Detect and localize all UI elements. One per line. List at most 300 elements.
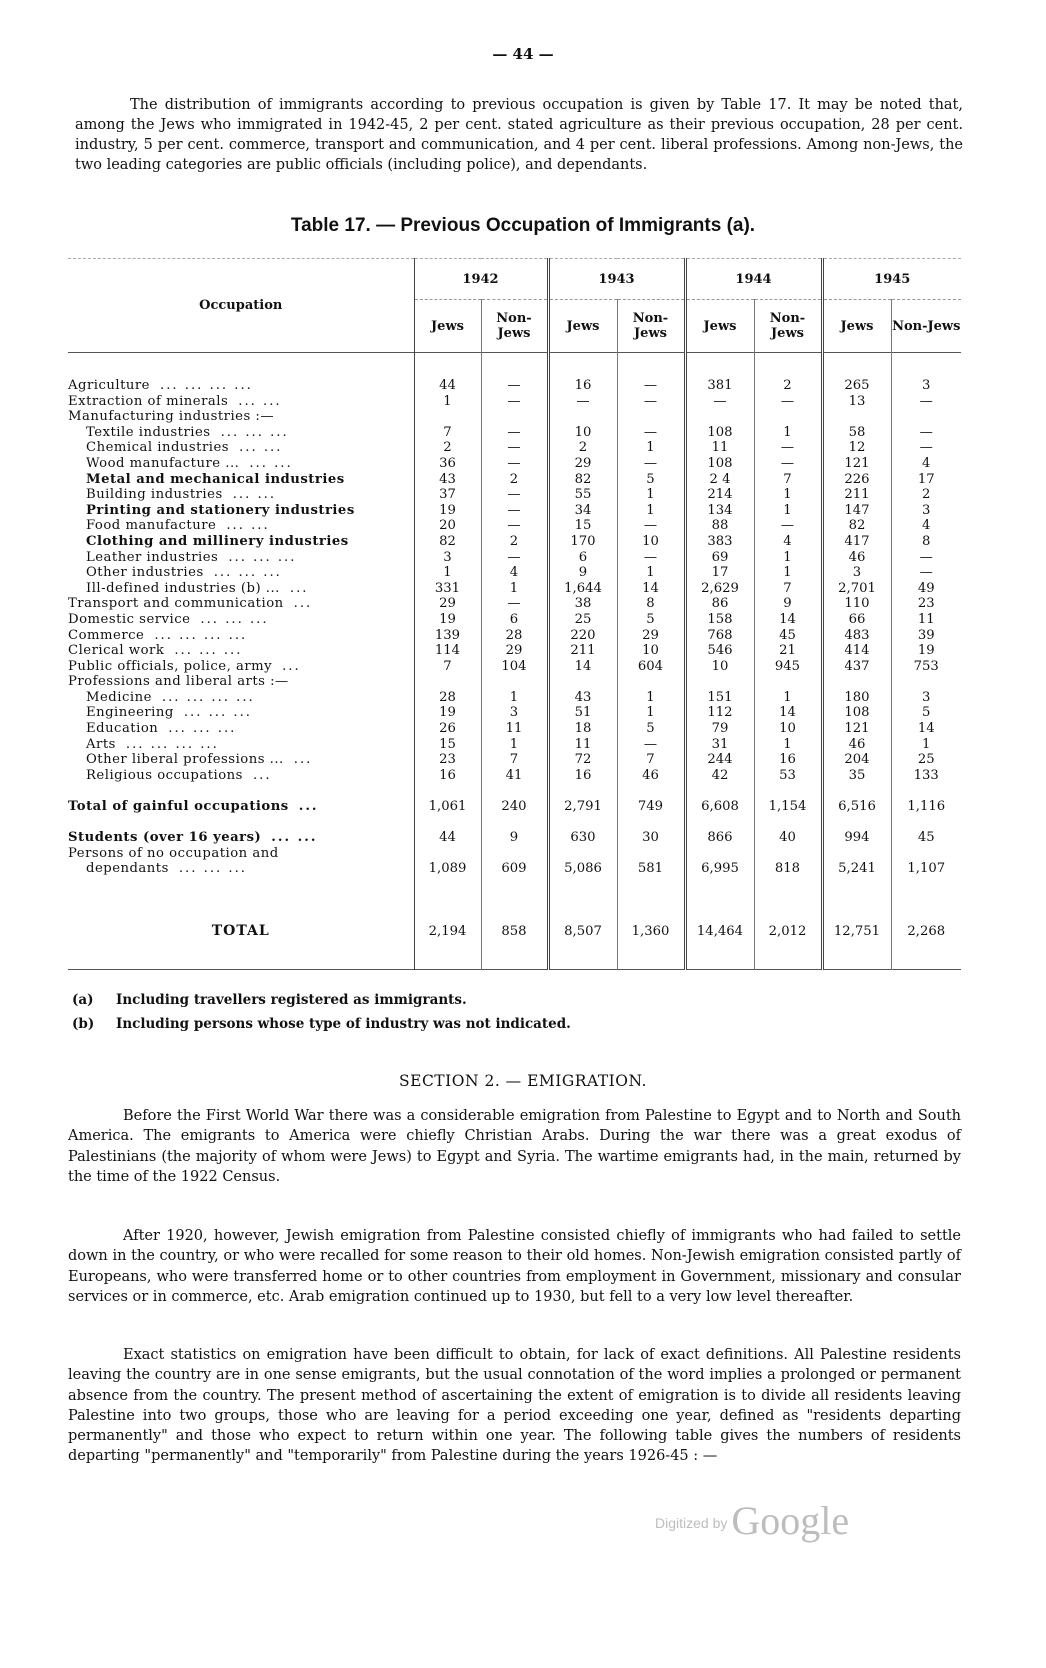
jews-cell: 23 <box>414 752 481 768</box>
nonjews-cell: 5 <box>617 721 685 737</box>
nonjews-cell <box>891 409 961 425</box>
jews-cell: 2,701 <box>822 581 891 597</box>
jews-cell: 6,995 <box>685 861 754 877</box>
jews-cell: — <box>548 394 617 410</box>
nonjews-cell: 749 <box>617 799 685 815</box>
row-label: Textile industries ... ... ... <box>86 424 289 440</box>
jews-cell: 204 <box>822 752 891 768</box>
table-row <box>68 643 961 659</box>
google-watermark <box>655 1497 849 1544</box>
jews-cell: 2,629 <box>685 581 754 597</box>
nonjews-cell: 2 <box>481 472 548 488</box>
jews-cell: 381 <box>685 378 754 394</box>
row-label: Ill-defined industries (b) ... ... <box>86 580 309 596</box>
jews-cell: 108 <box>685 425 754 441</box>
table-title: Table 17. — Previous Occupation of Immigrants (a). <box>290 215 756 236</box>
nonjews-cell: 40 <box>754 830 822 846</box>
jews-cell: 14,464 <box>685 917 754 947</box>
jews-cell: 19 <box>414 705 481 721</box>
jews-cell: 180 <box>822 690 891 706</box>
nonjews-cell <box>617 674 685 690</box>
table-row <box>68 768 961 784</box>
row-label: Food manufacture ... ... <box>86 518 270 534</box>
jews-cell: 35 <box>822 768 891 784</box>
nonjews-cell: 3 <box>891 690 961 706</box>
row-label: Arts ... ... ... ... <box>86 736 219 752</box>
nonjews-cell: 609 <box>481 861 548 877</box>
nonjews-cell <box>617 409 685 425</box>
table-row <box>68 674 961 690</box>
jews-cell: 28 <box>414 690 481 706</box>
year-header: 1945 <box>822 259 961 300</box>
nonjews-cell: 28 <box>481 628 548 644</box>
jews-cell: 66 <box>822 612 891 628</box>
nonjews-cell: 8 <box>891 534 961 550</box>
table-row <box>68 394 961 410</box>
nonjews-cell: 10 <box>617 643 685 659</box>
nonjews-cell: 1 <box>754 487 822 503</box>
nonjews-cell: 1 <box>891 737 961 753</box>
jews-cell: 220 <box>548 628 617 644</box>
jews-cell: 226 <box>822 472 891 488</box>
jews-cell: 121 <box>822 456 891 472</box>
nonjews-cell: 2 <box>481 534 548 550</box>
nonjews-cell: 9 <box>754 596 822 612</box>
nonjews-cell: — <box>891 425 961 441</box>
jews-header: Jews <box>822 300 891 353</box>
jews-cell: 1 <box>414 394 481 410</box>
nonjews-cell <box>891 674 961 690</box>
nonjews-cell: 39 <box>891 628 961 644</box>
row-label: Other liberal professions ... ... <box>86 752 313 768</box>
nonjews-cell: 945 <box>754 659 822 675</box>
intro-paragraph: The distribution of immigrants according to previous occupation is given by Table 17. It may be noted that, among the Jews who immigrated in 1942-45, 2 per cent. stated agriculture as their previous occupation, 28 per cent. industry, 5 per cent. commerce, transport and communication, and 4 per cent. liberal professions. Among non-Jews, the two leading categories are public officials (including police), and dependants. <box>75 97 963 173</box>
row-label: TOTAL <box>211 923 270 940</box>
nonjews-cell: — <box>617 394 685 410</box>
nonjews-cell: 1 <box>617 565 685 581</box>
table-row <box>68 503 961 519</box>
jews-cell: 437 <box>822 659 891 675</box>
jews-cell: 16 <box>548 768 617 784</box>
jews-cell: 211 <box>548 643 617 659</box>
nonjews-header: Non-Jews <box>891 300 961 353</box>
jews-cell: 1,061 <box>414 799 481 815</box>
nonjews-header: Non-Jews <box>617 300 685 353</box>
nonjews-cell: — <box>617 378 685 394</box>
nonjews-cell: 818 <box>754 861 822 877</box>
jews-cell: 108 <box>822 705 891 721</box>
row-label: Clerical work ... ... ... <box>68 643 243 659</box>
table-row <box>68 581 961 597</box>
jews-cell: 44 <box>414 378 481 394</box>
nonjews-cell: 11 <box>891 612 961 628</box>
jews-cell: 121 <box>822 721 891 737</box>
nonjews-cell: 25 <box>891 752 961 768</box>
row-label: Extraction of minerals ... ... <box>68 393 282 409</box>
jews-cell: 38 <box>548 596 617 612</box>
jews-cell: 211 <box>822 487 891 503</box>
row-label: Transport and communication ... <box>68 596 313 612</box>
table-row <box>68 659 961 675</box>
nonjews-cell: 1 <box>481 690 548 706</box>
jews-cell: 82 <box>548 472 617 488</box>
jews-cell: 2 <box>414 440 481 456</box>
row-label: dependants ... ... ... <box>86 861 247 877</box>
paragraph: Exact statistics on emigration have been difficult to obtain, for lack of exact definitions. All Palestine residents leaving the country are in one sense emigrants, but the usual connotation of the word implies a prolonged or permanent absence from the country. The present method of ascertaining the extent of emigration is to divide all residents leaving Palestine into two groups, those who are leaving for a period exceeding one year, defined as "residents departing permanently" and those who expect to return within one year. The following table gives the numbers of residents departing "permanently" and "temporarily" from Palestine during the years 1926-45 : — <box>68 1347 961 1465</box>
jews-cell <box>822 674 891 690</box>
row-label: Students (over 16 years) ... ... <box>68 830 318 846</box>
jews-cell: 214 <box>685 487 754 503</box>
row-label: Other industries ... ... ... <box>86 565 282 581</box>
jews-header: Jews <box>685 300 754 353</box>
nonjews-cell: — <box>481 456 548 472</box>
table-row <box>68 752 961 768</box>
jews-cell: 26 <box>414 721 481 737</box>
jews-cell: 546 <box>685 643 754 659</box>
jews-cell: 16 <box>414 768 481 784</box>
nonjews-cell: 53 <box>754 768 822 784</box>
nonjews-cell: — <box>891 550 961 566</box>
jews-cell: 19 <box>414 612 481 628</box>
jews-cell: 16 <box>548 378 617 394</box>
nonjews-cell: — <box>617 550 685 566</box>
jews-cell: 11 <box>548 737 617 753</box>
table-row <box>68 721 961 737</box>
nonjews-cell: 1,107 <box>891 861 961 877</box>
jews-cell: 114 <box>414 643 481 659</box>
table-row <box>68 550 961 566</box>
jews-cell: 483 <box>822 628 891 644</box>
jews-cell: 6 <box>548 550 617 566</box>
jews-cell: 58 <box>822 425 891 441</box>
row-label: Public officials, police, army ... <box>68 658 301 674</box>
nonjews-cell: 14 <box>891 721 961 737</box>
nonjews-cell: 1 <box>754 737 822 753</box>
nonjews-cell: — <box>891 565 961 581</box>
jews-cell: 69 <box>685 550 754 566</box>
nonjews-cell: 8 <box>617 596 685 612</box>
row-label: Engineering ... ... ... <box>86 705 252 721</box>
jews-cell: 2 <box>548 440 617 456</box>
jews-cell: 46 <box>822 737 891 753</box>
occupation-table <box>68 258 961 970</box>
jews-cell: 29 <box>414 596 481 612</box>
jews-cell: 10 <box>685 659 754 675</box>
row-label: Chemical industries ... ... <box>86 440 283 456</box>
nonjews-cell: 1 <box>754 690 822 706</box>
nonjews-cell: — <box>481 518 548 534</box>
nonjews-cell: 3 <box>891 378 961 394</box>
table-row <box>68 596 961 612</box>
nonjews-cell: 7 <box>481 752 548 768</box>
row-label: Manufacturing industries :— <box>68 409 275 425</box>
nonjews-cell: 1 <box>617 690 685 706</box>
nonjews-cell: 30 <box>617 830 685 846</box>
jews-cell: 37 <box>414 487 481 503</box>
nonjews-cell: 11 <box>481 721 548 737</box>
table-row <box>68 612 961 628</box>
jews-cell: 25 <box>548 612 617 628</box>
jews-cell: 2,194 <box>414 917 481 947</box>
jews-cell: 18 <box>548 721 617 737</box>
row-label: Professions and liberal arts :— <box>68 674 289 690</box>
watermark-small-text: Digitized by <box>655 1515 728 1531</box>
nonjews-cell: 4 <box>754 534 822 550</box>
nonjews-cell: 14 <box>754 705 822 721</box>
jews-cell: 14 <box>548 659 617 675</box>
nonjews-cell: 3 <box>481 705 548 721</box>
year-header: 1942 <box>414 259 548 300</box>
nonjews-cell: — <box>754 518 822 534</box>
nonjews-cell <box>754 409 822 425</box>
nonjews-cell: 1,360 <box>617 917 685 947</box>
nonjews-cell: 49 <box>891 581 961 597</box>
jews-cell: 10 <box>548 425 617 441</box>
nonjews-cell: 23 <box>891 596 961 612</box>
nonjews-cell: 1 <box>754 565 822 581</box>
row-label: Religious occupations ... <box>86 767 272 783</box>
nonjews-cell: 14 <box>754 612 822 628</box>
nonjews-cell: 1 <box>617 440 685 456</box>
row-label: Agriculture ... ... ... ... <box>68 378 253 393</box>
year-header: 1943 <box>548 259 685 300</box>
footnote: (a) Including travellers registered as immigrants. <box>72 992 467 1008</box>
jews-cell: 383 <box>685 534 754 550</box>
jews-cell: 110 <box>822 596 891 612</box>
jews-cell: 8,507 <box>548 917 617 947</box>
row-label: Leather industries ... ... ... <box>86 549 297 565</box>
nonjews-cell: 1 <box>754 503 822 519</box>
jews-cell <box>685 409 754 425</box>
row-label: Printing and stationery industries <box>86 502 355 518</box>
nonjews-cell: 4 <box>481 565 548 581</box>
nonjews-cell: 29 <box>617 628 685 644</box>
jews-cell: 7 <box>414 659 481 675</box>
nonjews-cell: 29 <box>481 643 548 659</box>
nonjews-cell <box>481 674 548 690</box>
jews-header: Jews <box>414 300 481 353</box>
nonjews-cell <box>891 846 961 862</box>
nonjews-cell: — <box>891 440 961 456</box>
nonjews-cell: 19 <box>891 643 961 659</box>
nonjews-cell: 4 <box>891 456 961 472</box>
nonjews-cell: — <box>481 425 548 441</box>
jews-cell: 630 <box>548 830 617 846</box>
jews-cell: 6,516 <box>822 799 891 815</box>
table-row <box>68 409 961 425</box>
jews-cell: 3 <box>822 565 891 581</box>
table-row <box>68 472 961 488</box>
jews-cell: 3 <box>414 550 481 566</box>
jews-cell: 36 <box>414 456 481 472</box>
nonjews-cell: — <box>481 487 548 503</box>
nonjews-cell: 41 <box>481 768 548 784</box>
nonjews-cell: 2 <box>891 487 961 503</box>
jews-cell <box>822 846 891 862</box>
nonjews-cell: 6 <box>481 612 548 628</box>
nonjews-cell: 14 <box>617 581 685 597</box>
jews-cell: 244 <box>685 752 754 768</box>
nonjews-cell: 21 <box>754 643 822 659</box>
google-logo: Google <box>731 1498 850 1543</box>
table-row <box>68 690 961 706</box>
nonjews-cell: 46 <box>617 768 685 784</box>
jews-cell <box>685 846 754 862</box>
jews-cell: 265 <box>822 378 891 394</box>
jews-cell: 331 <box>414 581 481 597</box>
nonjews-cell: — <box>617 518 685 534</box>
table-row <box>68 378 961 394</box>
row-label: Domestic service ... ... ... <box>68 611 269 627</box>
row-label: Clothing and millinery industries <box>86 533 349 549</box>
jews-cell <box>414 409 481 425</box>
nonjews-cell: 2,268 <box>891 917 961 947</box>
jews-cell <box>548 409 617 425</box>
jews-cell: 11 <box>685 440 754 456</box>
nonjews-cell: — <box>891 394 961 410</box>
jews-cell: 5,086 <box>548 861 617 877</box>
nonjews-cell: 9 <box>481 830 548 846</box>
jews-cell: 55 <box>548 487 617 503</box>
jews-cell: 44 <box>414 830 481 846</box>
nonjews-cell: 753 <box>891 659 961 675</box>
nonjews-cell: 7 <box>754 581 822 597</box>
jews-cell: 12 <box>822 440 891 456</box>
nonjews-cell <box>481 409 548 425</box>
nonjews-header: Non-Jews <box>481 300 548 353</box>
students-row <box>68 830 961 846</box>
jews-cell: 82 <box>414 534 481 550</box>
jews-cell: 82 <box>822 518 891 534</box>
jews-cell: 866 <box>685 830 754 846</box>
jews-cell: 170 <box>548 534 617 550</box>
jews-cell: 88 <box>685 518 754 534</box>
jews-cell: 15 <box>548 518 617 534</box>
nonjews-cell: 4 <box>891 518 961 534</box>
table-row <box>68 440 961 456</box>
jews-cell <box>548 674 617 690</box>
row-label: Building industries ... ... <box>86 487 277 503</box>
table-row <box>68 737 961 753</box>
jews-cell: 1 <box>414 565 481 581</box>
jews-cell <box>822 409 891 425</box>
table-row <box>68 705 961 721</box>
total-row <box>68 917 961 947</box>
nonjews-cell <box>617 846 685 862</box>
nonjews-cell: 104 <box>481 659 548 675</box>
jews-cell: 42 <box>685 768 754 784</box>
nonjews-cell: 1 <box>617 487 685 503</box>
jews-cell: 2 4 <box>685 472 754 488</box>
nonjews-cell: 17 <box>891 472 961 488</box>
table-row <box>68 534 961 550</box>
nonjews-cell: — <box>481 440 548 456</box>
nonjews-cell: 604 <box>617 659 685 675</box>
nonjews-cell: 45 <box>891 830 961 846</box>
jews-cell: 1,089 <box>414 861 481 877</box>
jews-cell: 134 <box>685 503 754 519</box>
total-gainful-row <box>68 799 961 815</box>
jews-cell: 158 <box>685 612 754 628</box>
nonjews-cell: 858 <box>481 917 548 947</box>
row-label: Medicine ... ... ... ... <box>86 689 255 705</box>
jews-cell: 51 <box>548 705 617 721</box>
jews-cell: 15 <box>414 737 481 753</box>
jews-cell: 17 <box>685 565 754 581</box>
paragraph: Before the First World War there was a considerable emigration from Palestine to Egypt and to North and South America. The emigrants to America were chiefly Christian Arabs. During the war there was a great exodus of Palestinians (the majority of whom were Jews) to Egypt and Syria. The wartime emigrants had, in the main, returned by the time of the 1922 Census. <box>68 1108 961 1185</box>
jews-cell: 20 <box>414 518 481 534</box>
jews-cell: 34 <box>548 503 617 519</box>
nonjews-cell: 5 <box>891 705 961 721</box>
year-header: 1944 <box>685 259 822 300</box>
jews-cell <box>548 846 617 862</box>
jews-cell <box>685 674 754 690</box>
dependants-row <box>68 846 961 862</box>
table-row <box>68 565 961 581</box>
jews-cell: 108 <box>685 456 754 472</box>
table-body <box>68 353 961 970</box>
nonjews-cell: 240 <box>481 799 548 815</box>
nonjews-cell <box>481 846 548 862</box>
table-row <box>68 456 961 472</box>
nonjews-cell: — <box>617 456 685 472</box>
nonjews-cell: 581 <box>617 861 685 877</box>
paragraph: After 1920, however, Jewish emigration from Palestine consisted chiefly of immigrants who had failed to settle down in the country, or who were recalled for some reason to their old homes. Non-Jewish emigration consisted partly of Europeans, who were transferred home or to other countries from employment in Government, missionary and consular services or in commerce, etc. Arab emigration continued up to 1930, but fell to a very low level thereafter. <box>68 1228 961 1305</box>
jews-cell: 19 <box>414 503 481 519</box>
jews-cell: 31 <box>685 737 754 753</box>
row-label: Commerce ... ... ... ... <box>68 627 248 643</box>
nonjews-cell: 1 <box>481 737 548 753</box>
jews-cell: 72 <box>548 752 617 768</box>
table-row <box>68 518 961 534</box>
row-label: Metal and mechanical industries <box>86 471 345 487</box>
nonjews-cell: 16 <box>754 752 822 768</box>
nonjews-cell <box>754 674 822 690</box>
jews-cell <box>414 674 481 690</box>
jews-header: Jews <box>548 300 617 353</box>
jews-cell: 9 <box>548 565 617 581</box>
jews-cell <box>414 846 481 862</box>
nonjews-cell: 10 <box>754 721 822 737</box>
nonjews-cell: 7 <box>754 472 822 488</box>
nonjews-cell: 1 <box>617 705 685 721</box>
footnotes <box>72 988 571 1036</box>
nonjews-cell: 45 <box>754 628 822 644</box>
footnote: (b) Including persons whose type of industry was not indicated. <box>72 1016 571 1032</box>
nonjews-cell: — <box>481 394 548 410</box>
row-label: Education ... ... ... <box>86 721 237 737</box>
nonjews-cell: 2 <box>754 378 822 394</box>
nonjews-cell: — <box>754 394 822 410</box>
jews-cell: 139 <box>414 628 481 644</box>
nonjews-cell: 1 <box>754 425 822 441</box>
jews-cell: 112 <box>685 705 754 721</box>
nonjews-cell: — <box>617 737 685 753</box>
nonjews-cell: — <box>481 550 548 566</box>
nonjews-cell: — <box>481 596 548 612</box>
jews-cell: 1,644 <box>548 581 617 597</box>
jews-cell: 768 <box>685 628 754 644</box>
nonjews-cell: 2,012 <box>754 917 822 947</box>
jews-cell: 5,241 <box>822 861 891 877</box>
jews-cell: 43 <box>548 690 617 706</box>
jews-cell: 6,608 <box>685 799 754 815</box>
jews-cell: 29 <box>548 456 617 472</box>
nonjews-cell <box>754 846 822 862</box>
nonjews-cell: 5 <box>617 472 685 488</box>
nonjews-cell: 3 <box>891 503 961 519</box>
jews-cell: 414 <box>822 643 891 659</box>
